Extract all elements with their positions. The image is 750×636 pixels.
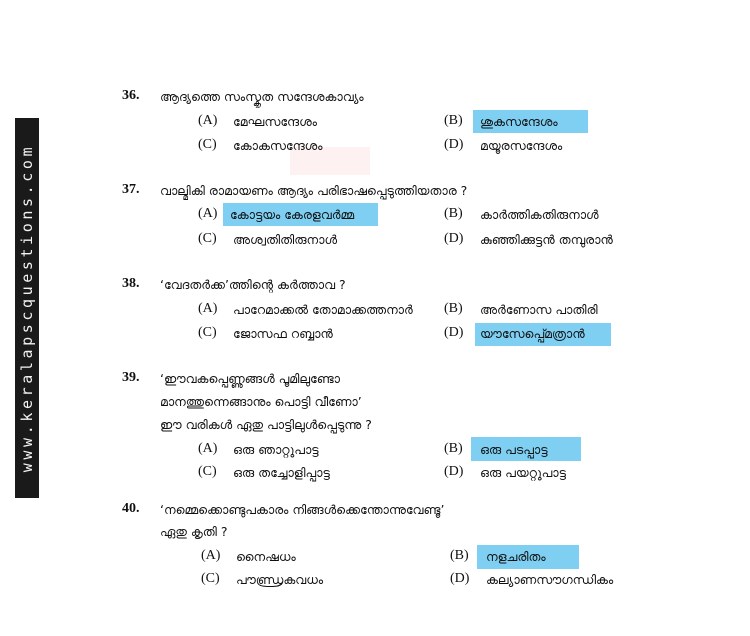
option-letter: (B) [444, 441, 463, 456]
option-letter: (A) [201, 548, 221, 563]
option-text: പൗണ്ഡ്രകവധം [236, 572, 324, 587]
site-watermark [15, 118, 39, 498]
option-letter: (C) [198, 231, 217, 246]
option-text-answer: ശുകസന്ദേശം [480, 114, 558, 129]
option-letter: (C) [201, 571, 220, 586]
option-text-answer: ഒരു പടപ്പാട്ട [480, 442, 548, 457]
question-text-line-2: മാനത്തുന്നെങ്ങാനും പൊട്ടി വീണോ’ [160, 394, 362, 409]
option-text: ഒരു ഞാറ്റുപാട്ട [233, 442, 319, 457]
option-text: കുഞ്ഞിക്കുട്ടൻ തമ്പുരാൻ [480, 232, 613, 247]
option-text: കല്യാണസൗഗന്ധികം [486, 572, 614, 587]
option-letter: (B) [450, 548, 469, 563]
option-letter: (B) [444, 206, 463, 221]
question-number: 38. [122, 276, 140, 291]
option-letter: (D) [450, 571, 470, 586]
option-text-answer: യൗസേപ്പ്മെത്രാൻ [480, 326, 585, 341]
option-text: ഒരു പയറ്റുപാട്ട [480, 465, 566, 480]
option-letter: (A) [198, 206, 218, 221]
question-text-line-1: ‘നമ്മെക്കൊണ്ടുപകാരം നിങ്ങൾക്കെന്തോന്നുവേണ്ടൂ’ [160, 502, 445, 517]
option-letter: (A) [198, 113, 218, 128]
option-letter: (C) [198, 137, 217, 152]
option-text: അർണോസ പാതിരി [480, 302, 598, 317]
option-letter: (C) [198, 325, 217, 340]
option-text: ഒരു തച്ചോളിപ്പാട്ട [233, 465, 330, 480]
option-text: മയൂരസന്ദേശം [480, 138, 563, 153]
option-text: കോകസന്ദേശം [233, 138, 323, 153]
question-text: വാല്മികി രാമായണം ആദ്യം പരിഭാഷപ്പെടുത്തിയതാര ? [160, 183, 468, 198]
question-text-line-1: ‘ഈവകപ്പെണ്ണുങ്ങൾ പൂമിലുണ്ടോ [160, 371, 340, 386]
watermark-text: www.keralapscquestions.com [18, 143, 36, 473]
question-number: 36. [122, 88, 140, 103]
question-number: 37. [122, 182, 140, 197]
option-letter: (C) [198, 464, 217, 479]
option-letter: (D) [444, 137, 464, 152]
question-text-line-3: ഈ വരികൾ ഏതു പാട്ടിലുൾപ്പെടുന്നു ? [160, 417, 372, 432]
option-text: പാറേമാക്കൽ തോമാക്കത്തനാർ [233, 302, 413, 317]
option-text: നൈഷധം [236, 549, 296, 564]
option-text-answer: കോട്ടയം കേരളവർമ്മ [230, 207, 355, 222]
option-text: മേഘസന്ദേശം [233, 114, 317, 129]
question-text: ‘വേദതർക്ക’ത്തിന്റെ കർത്താവ ? [160, 277, 346, 292]
option-letter: (D) [444, 231, 464, 246]
option-letter: (D) [444, 464, 464, 479]
option-letter: (D) [444, 325, 464, 340]
option-letter: (A) [198, 301, 218, 316]
option-letter: (B) [444, 113, 463, 128]
question-text: ആദ്യത്തെ സംസ്കൃത സന്ദേശകാവ്യം [160, 89, 364, 104]
option-letter: (A) [198, 441, 218, 456]
option-text-answer: നളചരിതം [486, 549, 546, 564]
question-number: 39. [122, 370, 140, 385]
question-text-line-2: ഏതു കൃതി ? [160, 524, 228, 539]
question-number: 40. [122, 501, 140, 516]
option-text: അശ്വതിതിരുനാൾ [233, 232, 337, 247]
option-text: കാർത്തികതിരുനാൾ [480, 207, 599, 222]
option-letter: (B) [444, 301, 463, 316]
option-text: ജോസഫ റബ്ബാൻ [233, 326, 333, 341]
